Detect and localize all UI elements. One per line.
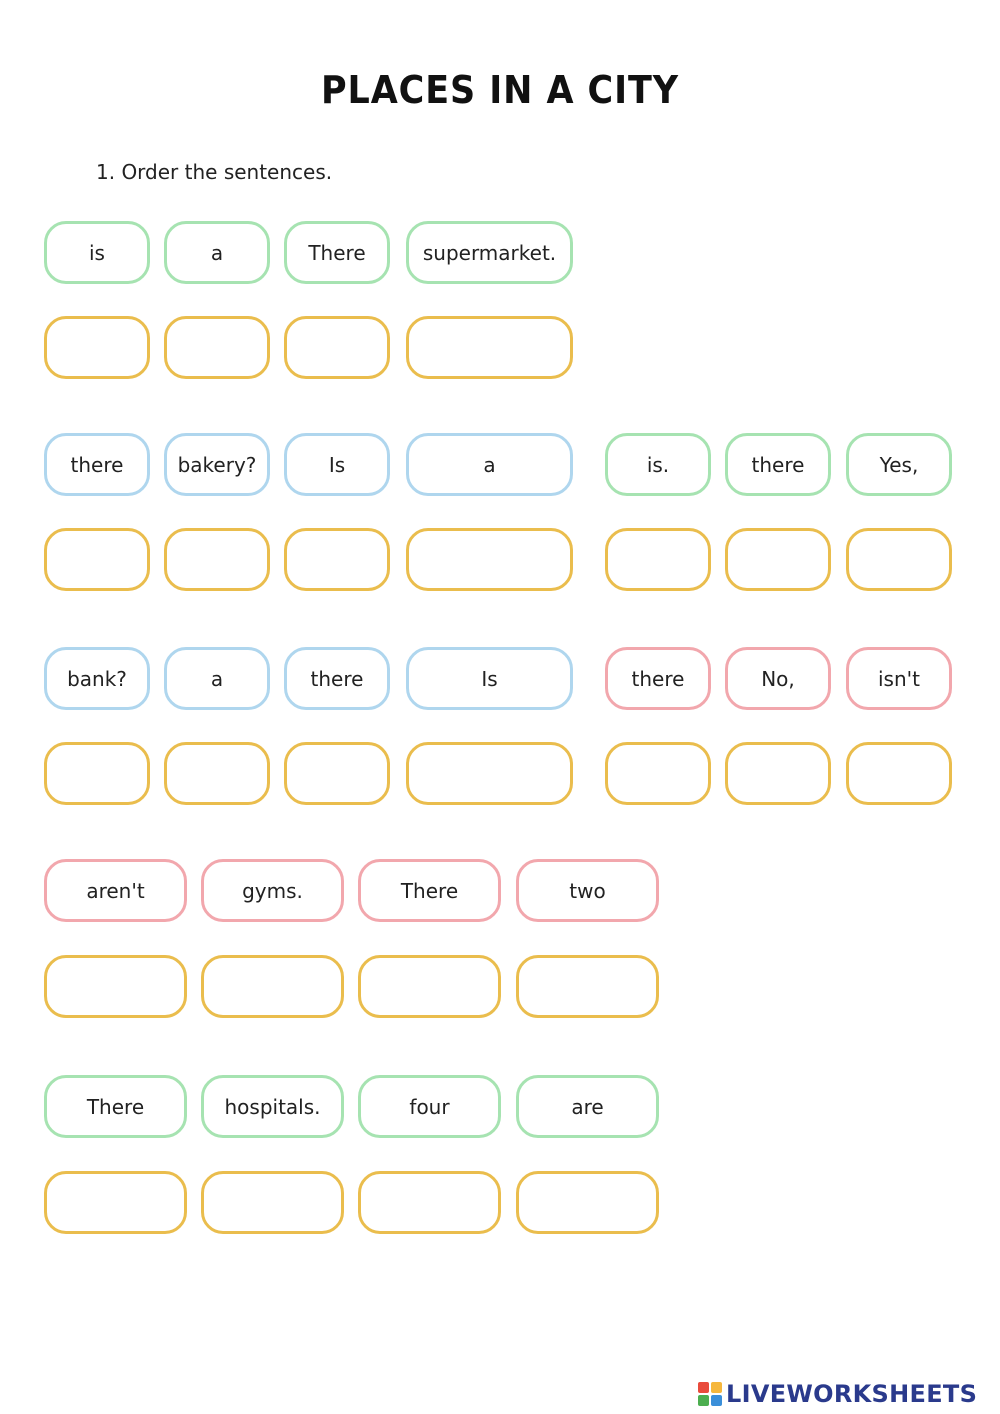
word-card[interactable]: aren't (44, 859, 187, 922)
brand-footer (698, 1378, 977, 1410)
word-card[interactable]: bakery? (164, 433, 270, 496)
answer-slot[interactable] (44, 1171, 187, 1234)
answer-slot[interactable] (406, 316, 573, 379)
word-card[interactable]: is. (605, 433, 711, 496)
answer-slot[interactable] (44, 742, 150, 805)
word-card[interactable]: there (44, 433, 150, 496)
logo-square (698, 1382, 709, 1393)
word-card[interactable]: there (605, 647, 711, 710)
answer-slot[interactable] (605, 742, 711, 805)
answer-slot[interactable] (406, 742, 573, 805)
word-card[interactable]: There (284, 221, 390, 284)
answer-slot[interactable] (284, 316, 390, 379)
word-card[interactable]: a (164, 221, 270, 284)
answer-slot[interactable] (725, 742, 831, 805)
word-card[interactable]: hospitals. (201, 1075, 344, 1138)
answer-slot[interactable] (164, 742, 270, 805)
answer-slot[interactable] (284, 528, 390, 591)
word-card[interactable]: No, (725, 647, 831, 710)
word-card[interactable]: a (406, 433, 573, 496)
logo-square (711, 1382, 722, 1393)
answer-slot[interactable] (284, 742, 390, 805)
logo-square (698, 1395, 709, 1406)
word-card[interactable]: four (358, 1075, 501, 1138)
word-card[interactable]: two (516, 859, 659, 922)
word-card[interactable]: There (358, 859, 501, 922)
word-card[interactable]: is (44, 221, 150, 284)
word-card[interactable]: bank? (44, 647, 150, 710)
answer-slot[interactable] (164, 316, 270, 379)
word-card[interactable]: a (164, 647, 270, 710)
word-card[interactable]: Is (406, 647, 573, 710)
answer-slot[interactable] (201, 955, 344, 1018)
answer-slot[interactable] (516, 1171, 659, 1234)
answer-slot[interactable] (605, 528, 711, 591)
answer-slot[interactable] (44, 955, 187, 1018)
answer-slot[interactable] (358, 1171, 501, 1234)
answer-slot[interactable] (164, 528, 270, 591)
answer-slot[interactable] (406, 528, 573, 591)
answer-slot[interactable] (44, 316, 150, 379)
answer-slot[interactable] (846, 528, 952, 591)
word-card[interactable]: there (725, 433, 831, 496)
word-card[interactable]: gyms. (201, 859, 344, 922)
brand-name: LIVEWORKSHEETS (726, 1380, 978, 1408)
word-card[interactable]: Yes, (846, 433, 952, 496)
answer-slot[interactable] (725, 528, 831, 591)
word-card[interactable]: there (284, 647, 390, 710)
answer-slot[interactable] (516, 955, 659, 1018)
word-card[interactable]: Is (284, 433, 390, 496)
instruction-text: 1. Order the sentences. (96, 160, 333, 184)
answer-slot[interactable] (44, 528, 150, 591)
answer-slot[interactable] (358, 955, 501, 1018)
word-card[interactable]: There (44, 1075, 187, 1138)
answer-slot[interactable] (201, 1171, 344, 1234)
word-card[interactable]: are (516, 1075, 659, 1138)
liveworksheets-logo-icon (698, 1382, 722, 1406)
logo-square (711, 1395, 722, 1406)
word-card[interactable]: supermarket. (406, 221, 573, 284)
word-card[interactable]: isn't (846, 647, 952, 710)
page-title: PLACES IN A CITY (320, 68, 680, 112)
answer-slot[interactable] (846, 742, 952, 805)
